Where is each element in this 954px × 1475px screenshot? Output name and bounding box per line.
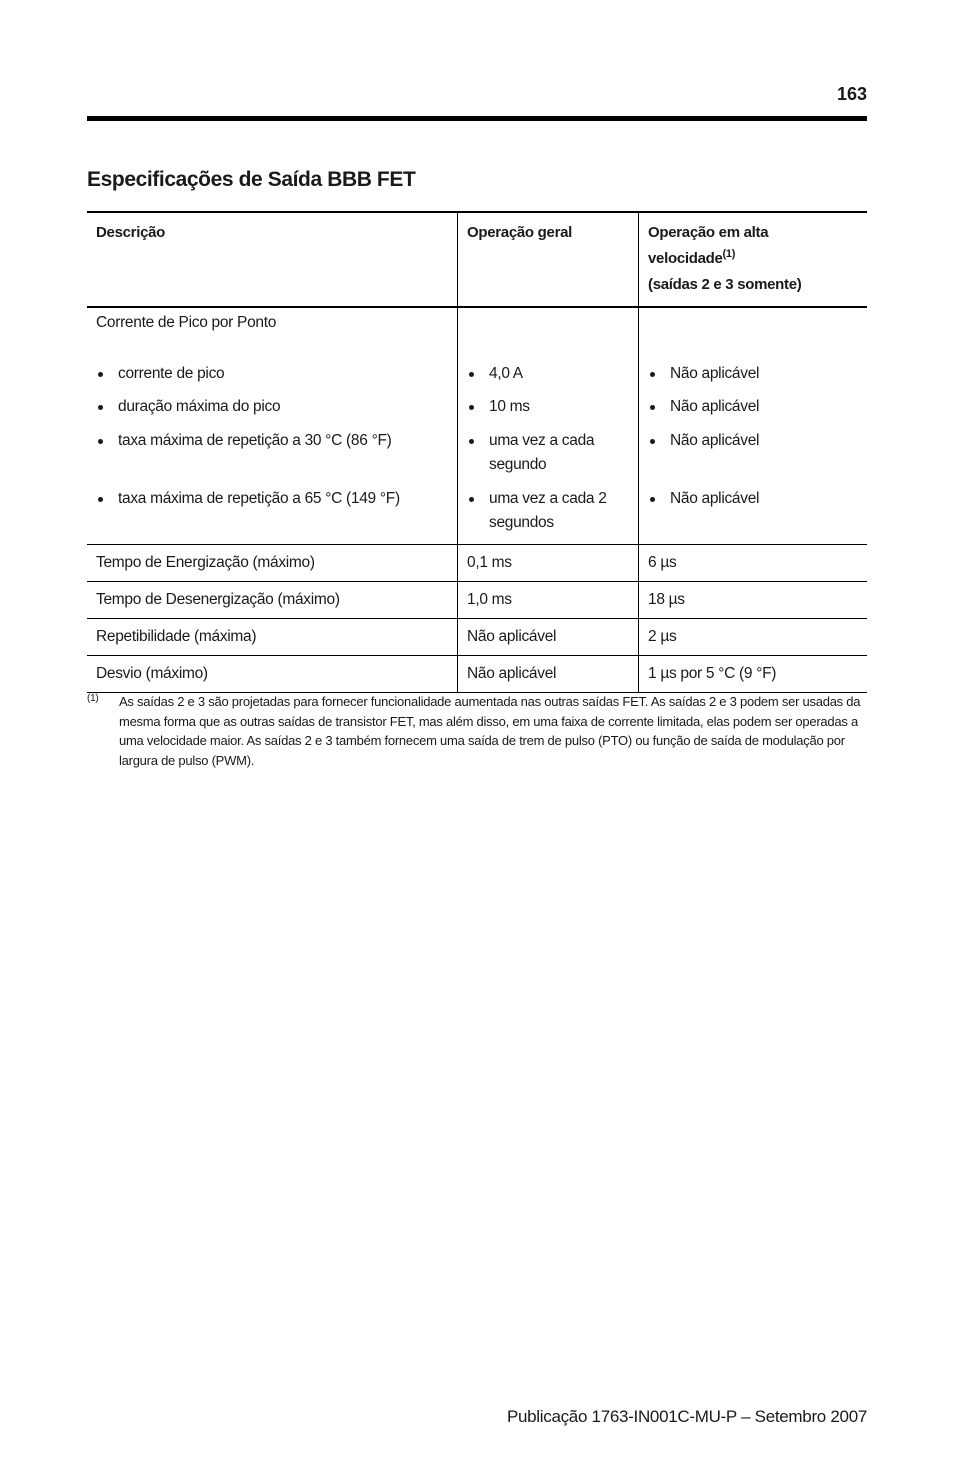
spec-table xyxy=(87,211,867,693)
table-row xyxy=(87,656,867,693)
cell-high-speed: 18 µs xyxy=(639,582,868,619)
table-header-row xyxy=(87,212,867,307)
section-title: Especificações de Saída BBB FET xyxy=(87,168,416,191)
list-item: taxa máxima de repetição a 30 °C (86 °F) xyxy=(96,429,448,487)
header-high-speed-label: Operação em alta velocidade xyxy=(648,224,769,267)
header-rule xyxy=(87,116,867,121)
header-general-operation: Operação geral xyxy=(458,212,639,307)
peak-group-spacer xyxy=(648,314,858,338)
publication-footer: Publicação 1763-IN001C-MU-P – Setembro 2007 xyxy=(506,1407,867,1426)
list-item: Não aplicável xyxy=(648,362,858,395)
cell-description: Repetibilidade (máxima) xyxy=(87,619,458,656)
list-item: Não aplicável xyxy=(648,487,858,535)
cell-description: Desvio (máximo) xyxy=(87,656,458,693)
list-item: Não aplicável xyxy=(648,429,858,487)
peak-group-spacer xyxy=(467,314,629,338)
cell-high-speed: 6 µs xyxy=(639,545,868,582)
cell-general: 1,0 ms xyxy=(458,582,639,619)
list-item: Não aplicável xyxy=(648,395,858,429)
footnote-mark: (1) xyxy=(87,693,99,704)
footnote xyxy=(87,692,867,770)
cell-general: Não aplicável xyxy=(458,619,639,656)
cell-general: 0,1 ms xyxy=(458,545,639,582)
cell-description: Tempo de Energização (máximo) xyxy=(87,545,458,582)
header-description: Descrição xyxy=(87,212,458,307)
header-high-speed-operation xyxy=(639,212,868,307)
cell-high-speed: 1 µs por 5 °C (9 °F) xyxy=(639,656,868,693)
table-row xyxy=(87,619,867,656)
list-item: taxa máxima de repetição a 65 °C (149 °F) xyxy=(96,487,448,535)
list-item: uma vez a cada segundo xyxy=(467,429,629,487)
footnote-text: As saídas 2 e 3 são projetadas para fornecer funcionalidade aumentada nas outras saídas FET. As saídas 2 e 3 podem ser usadas da mesma forma que as outras saídas de transistor FET, mas além disso, em uma faixa de corrente limitada, elas podem ser operadas a uma velocidade maior. As saídas 2 e 3 também fornecem uma saída de trem de pulso (PTO) ou função de saída de modulação por largura de pulso (PWM). xyxy=(119,694,861,768)
list-item: corrente de pico xyxy=(96,362,448,395)
peak-general-cell xyxy=(458,307,639,545)
cell-general: Não aplicável xyxy=(458,656,639,693)
page-number: 163 xyxy=(836,84,867,104)
table-row xyxy=(87,545,867,582)
table-row xyxy=(87,582,867,619)
header-high-speed-note: (saídas 2 e 3 somente) xyxy=(648,276,802,293)
peak-high-speed-cell xyxy=(639,307,868,545)
table-row-peak-current xyxy=(87,307,867,545)
peak-description-cell xyxy=(87,307,458,545)
cell-description: Tempo de Desenergização (máximo) xyxy=(87,582,458,619)
list-item: 4,0 A xyxy=(467,362,629,395)
peak-group-label: Corrente de Pico por Ponto xyxy=(96,314,277,331)
list-item: duração máxima do pico xyxy=(96,395,448,429)
cell-high-speed: 2 µs xyxy=(639,619,868,656)
footnote-ref: (1) xyxy=(722,248,736,260)
list-item: 10 ms xyxy=(467,395,629,429)
list-item: uma vez a cada 2 segundos xyxy=(467,487,629,535)
